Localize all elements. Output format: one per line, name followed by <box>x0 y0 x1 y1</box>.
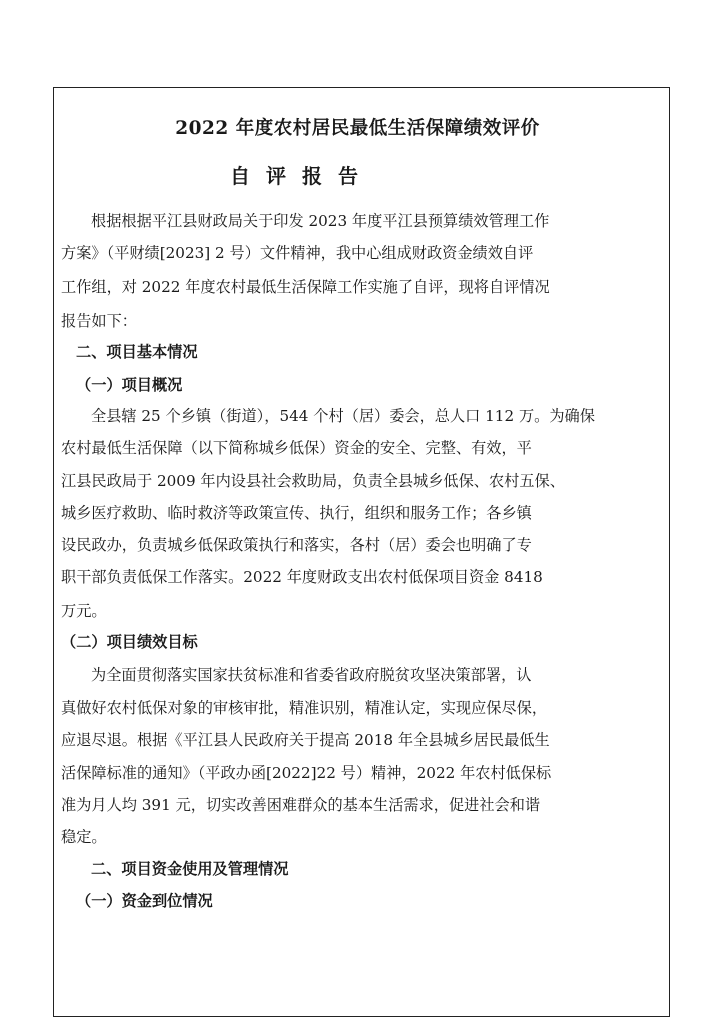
document-title: 2022 年度农村居民最低生活保障绩效评价 <box>175 118 540 139</box>
section-heading: 二、项目基本情况 <box>76 343 198 361</box>
intro-line: 工作组，对 2022 年度农村最低生活保障工作实施了自评，现将自评情况 <box>61 278 550 296</box>
overview-line: 职干部负责低保工作落实。2022 年度财政支出农村低保项目资金 8418 <box>61 568 543 586</box>
intro-line: 根据根据平江县财政局关于印发 2023 年度平江县预算绩效管理工作 <box>91 212 550 230</box>
overview-line: 全县辖 25 个乡镇（街道），544 个村（居）委会，总人口 112 万。为确保 <box>91 407 595 425</box>
overview-line: 农村最低生活保障（以下简称城乡低保）资金的安全、完整、有效，平 <box>61 439 532 457</box>
subsection-heading: （二）项目绩效目标 <box>61 633 198 651</box>
subsection-heading: （一）项目概况 <box>76 376 183 394</box>
document-subtitle: 自评报告 <box>230 164 374 188</box>
intro-line: 报告如下： <box>61 312 137 330</box>
goals-line: 稳定。 <box>61 828 107 846</box>
overview-line: 城乡医疗救助、临时救济等政策宣传、执行，组织和服务工作；各乡镇 <box>61 504 532 522</box>
overview-line: 设民政办，负责城乡低保政策执行和落实，各村（居）委会也明确了专 <box>61 536 532 554</box>
section-heading: 二、项目资金使用及管理情况 <box>91 860 289 878</box>
goals-line: 准为月人均 391 元，切实改善困难群众的基本生活需求，促进社会和谐 <box>61 796 541 814</box>
overview-line: 万元。 <box>61 602 107 620</box>
goals-line: 真做好农村低保对象的审核审批，精准识别，精准认定，实现应保尽保， <box>61 699 547 717</box>
intro-line: 方案》（平财绩[2023] 2 号）文件精神，我中心组成财政资金绩效自评 <box>61 244 534 262</box>
subsection-heading: （一）资金到位情况 <box>76 892 213 910</box>
goals-line: 为全面贯彻落实国家扶贫标准和省委省政府脱贫攻坚决策部署，认 <box>91 666 532 684</box>
goals-line: 活保障标准的通知》（平政办函[2022]22 号）精神，2022 年农村低保标 <box>61 764 552 782</box>
overview-line: 江县民政局于 2009 年内设县社会救助局，负责全县城乡低保、农村五保、 <box>61 472 565 490</box>
goals-line: 应退尽退。根据《平江县人民政府关于提高 2018 年全县城乡居民最低生 <box>61 731 550 749</box>
